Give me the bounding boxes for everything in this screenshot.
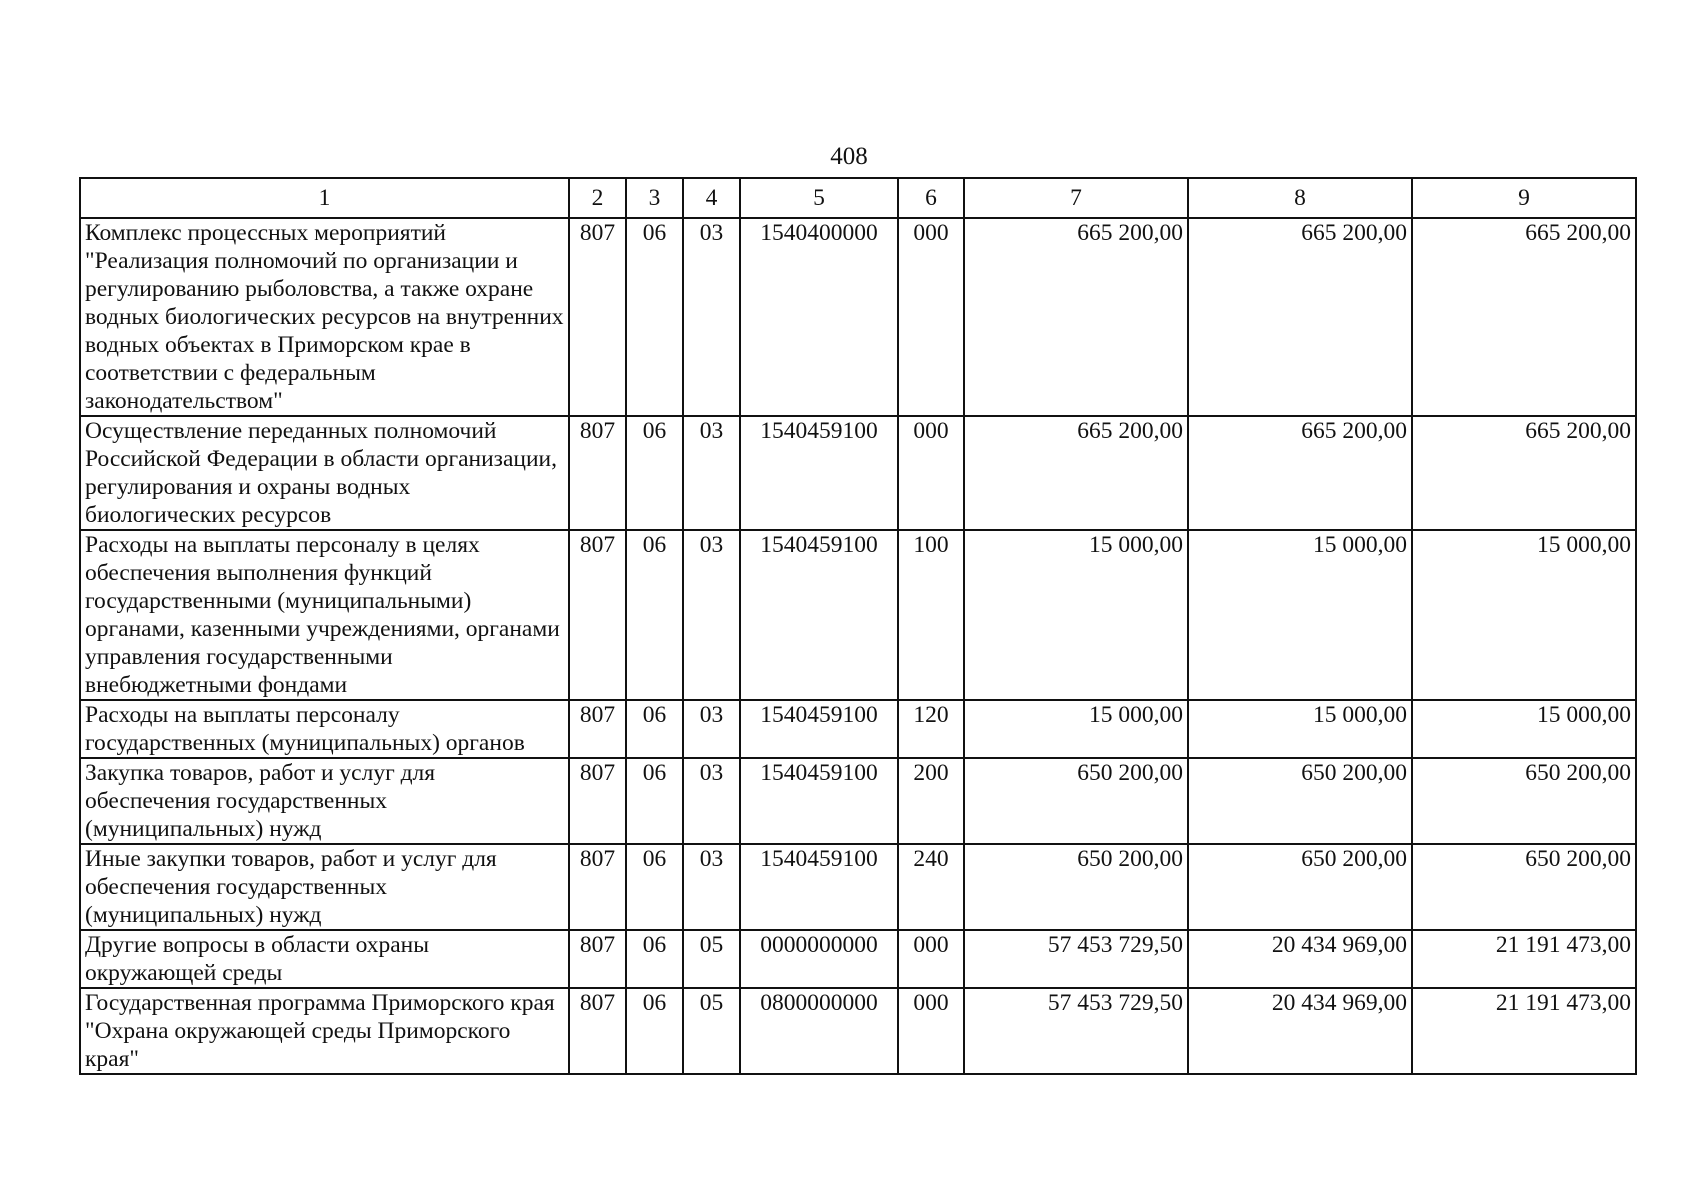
row-col5: 1540459100	[740, 530, 898, 700]
row-col5: 1540459100	[740, 758, 898, 844]
row-col3: 06	[626, 988, 683, 1074]
row-col2: 807	[569, 930, 626, 988]
row-col4: 05	[683, 930, 740, 988]
row-col6: 200	[898, 758, 964, 844]
row-col9: 15 000,00	[1412, 530, 1636, 700]
row-col2: 807	[569, 988, 626, 1074]
row-col8: 15 000,00	[1188, 530, 1412, 700]
row-col3: 06	[626, 530, 683, 700]
header-cell: 3	[626, 178, 683, 218]
header-cell: 2	[569, 178, 626, 218]
row-col6: 000	[898, 930, 964, 988]
row-name: Иные закупки товаров, работ и услуг для обеспечения государственных (муниципальных) нужд	[80, 844, 569, 930]
row-col6: 000	[898, 988, 964, 1074]
row-col2: 807	[569, 218, 626, 416]
table-row	[80, 758, 1636, 844]
table-row	[80, 988, 1636, 1074]
header-cell: 9	[1412, 178, 1636, 218]
row-col8: 20 434 969,00	[1188, 930, 1412, 988]
row-col9: 21 191 473,00	[1412, 988, 1636, 1074]
row-col4: 03	[683, 416, 740, 530]
row-col5: 0800000000	[740, 988, 898, 1074]
row-col3: 06	[626, 758, 683, 844]
row-col5: 0000000000	[740, 930, 898, 988]
row-col3: 06	[626, 700, 683, 758]
table-row	[80, 844, 1636, 930]
row-col4: 03	[683, 700, 740, 758]
row-col7: 57 453 729,50	[964, 930, 1188, 988]
table-row	[80, 700, 1636, 758]
row-name: Осуществление переданных полномочий Российской Федерации в области организации, регулирования и охраны водных биологических ресурсов	[80, 416, 569, 530]
row-col8: 15 000,00	[1188, 700, 1412, 758]
row-col4: 03	[683, 844, 740, 930]
row-col4: 05	[683, 988, 740, 1074]
row-col6: 000	[898, 416, 964, 530]
row-name: Комплекс процессных мероприятий "Реализация полномочий по организации и регулированию рыболовства, а также охране водных биологических ресурсов на внутренних водных объектах в Приморском крае в соответствии с федеральным законодательством"	[80, 218, 569, 416]
row-col2: 807	[569, 758, 626, 844]
row-col4: 03	[683, 758, 740, 844]
header-cell: 5	[740, 178, 898, 218]
header-cell: 8	[1188, 178, 1412, 218]
row-col7: 57 453 729,50	[964, 988, 1188, 1074]
row-col7: 650 200,00	[964, 758, 1188, 844]
row-col5: 1540459100	[740, 844, 898, 930]
row-col8: 20 434 969,00	[1188, 988, 1412, 1074]
row-col7: 15 000,00	[964, 530, 1188, 700]
header-cell: 6	[898, 178, 964, 218]
row-col9: 650 200,00	[1412, 758, 1636, 844]
row-col2: 807	[569, 844, 626, 930]
row-col2: 807	[569, 700, 626, 758]
row-col8: 665 200,00	[1188, 416, 1412, 530]
row-col8: 650 200,00	[1188, 758, 1412, 844]
table-row	[80, 218, 1636, 416]
row-col5: 1540459100	[740, 700, 898, 758]
row-col3: 06	[626, 930, 683, 988]
row-col3: 06	[626, 218, 683, 416]
header-cell: 1	[80, 178, 569, 218]
row-col4: 03	[683, 530, 740, 700]
header-row	[80, 178, 1636, 218]
header-cell: 4	[683, 178, 740, 218]
row-name: Другие вопросы в области охраны окружающей среды	[80, 930, 569, 988]
row-col3: 06	[626, 844, 683, 930]
row-col9: 665 200,00	[1412, 218, 1636, 416]
row-col6: 100	[898, 530, 964, 700]
table-row	[80, 930, 1636, 988]
table-row	[80, 416, 1636, 530]
row-col9: 650 200,00	[1412, 844, 1636, 930]
budget-table	[79, 177, 1637, 1075]
row-col2: 807	[569, 416, 626, 530]
row-col2: 807	[569, 530, 626, 700]
row-col7: 15 000,00	[964, 700, 1188, 758]
row-name: Расходы на выплаты персоналу в целях обеспечения выполнения функций государственными (муниципальными) органами, казенными учреждениями, органами управления государственными внебюджетными фондами	[80, 530, 569, 700]
row-col5: 1540459100	[740, 416, 898, 530]
row-col5: 1540400000	[740, 218, 898, 416]
row-col7: 665 200,00	[964, 218, 1188, 416]
row-col6: 240	[898, 844, 964, 930]
row-col8: 665 200,00	[1188, 218, 1412, 416]
row-col3: 06	[626, 416, 683, 530]
row-col7: 650 200,00	[964, 844, 1188, 930]
table-row	[80, 530, 1636, 700]
row-col6: 000	[898, 218, 964, 416]
header-cell: 7	[964, 178, 1188, 218]
row-name: Государственная программа Приморского края "Охрана окружающей среды Приморского края"	[80, 988, 569, 1074]
row-col9: 21 191 473,00	[1412, 930, 1636, 988]
row-name: Закупка товаров, работ и услуг для обеспечения государственных (муниципальных) нужд	[80, 758, 569, 844]
row-col8: 650 200,00	[1188, 844, 1412, 930]
page-number: 408	[830, 143, 868, 170]
row-col9: 15 000,00	[1412, 700, 1636, 758]
row-col9: 665 200,00	[1412, 416, 1636, 530]
row-name: Расходы на выплаты персоналу государственных (муниципальных) органов	[80, 700, 569, 758]
row-col4: 03	[683, 218, 740, 416]
row-col6: 120	[898, 700, 964, 758]
row-col7: 665 200,00	[964, 416, 1188, 530]
